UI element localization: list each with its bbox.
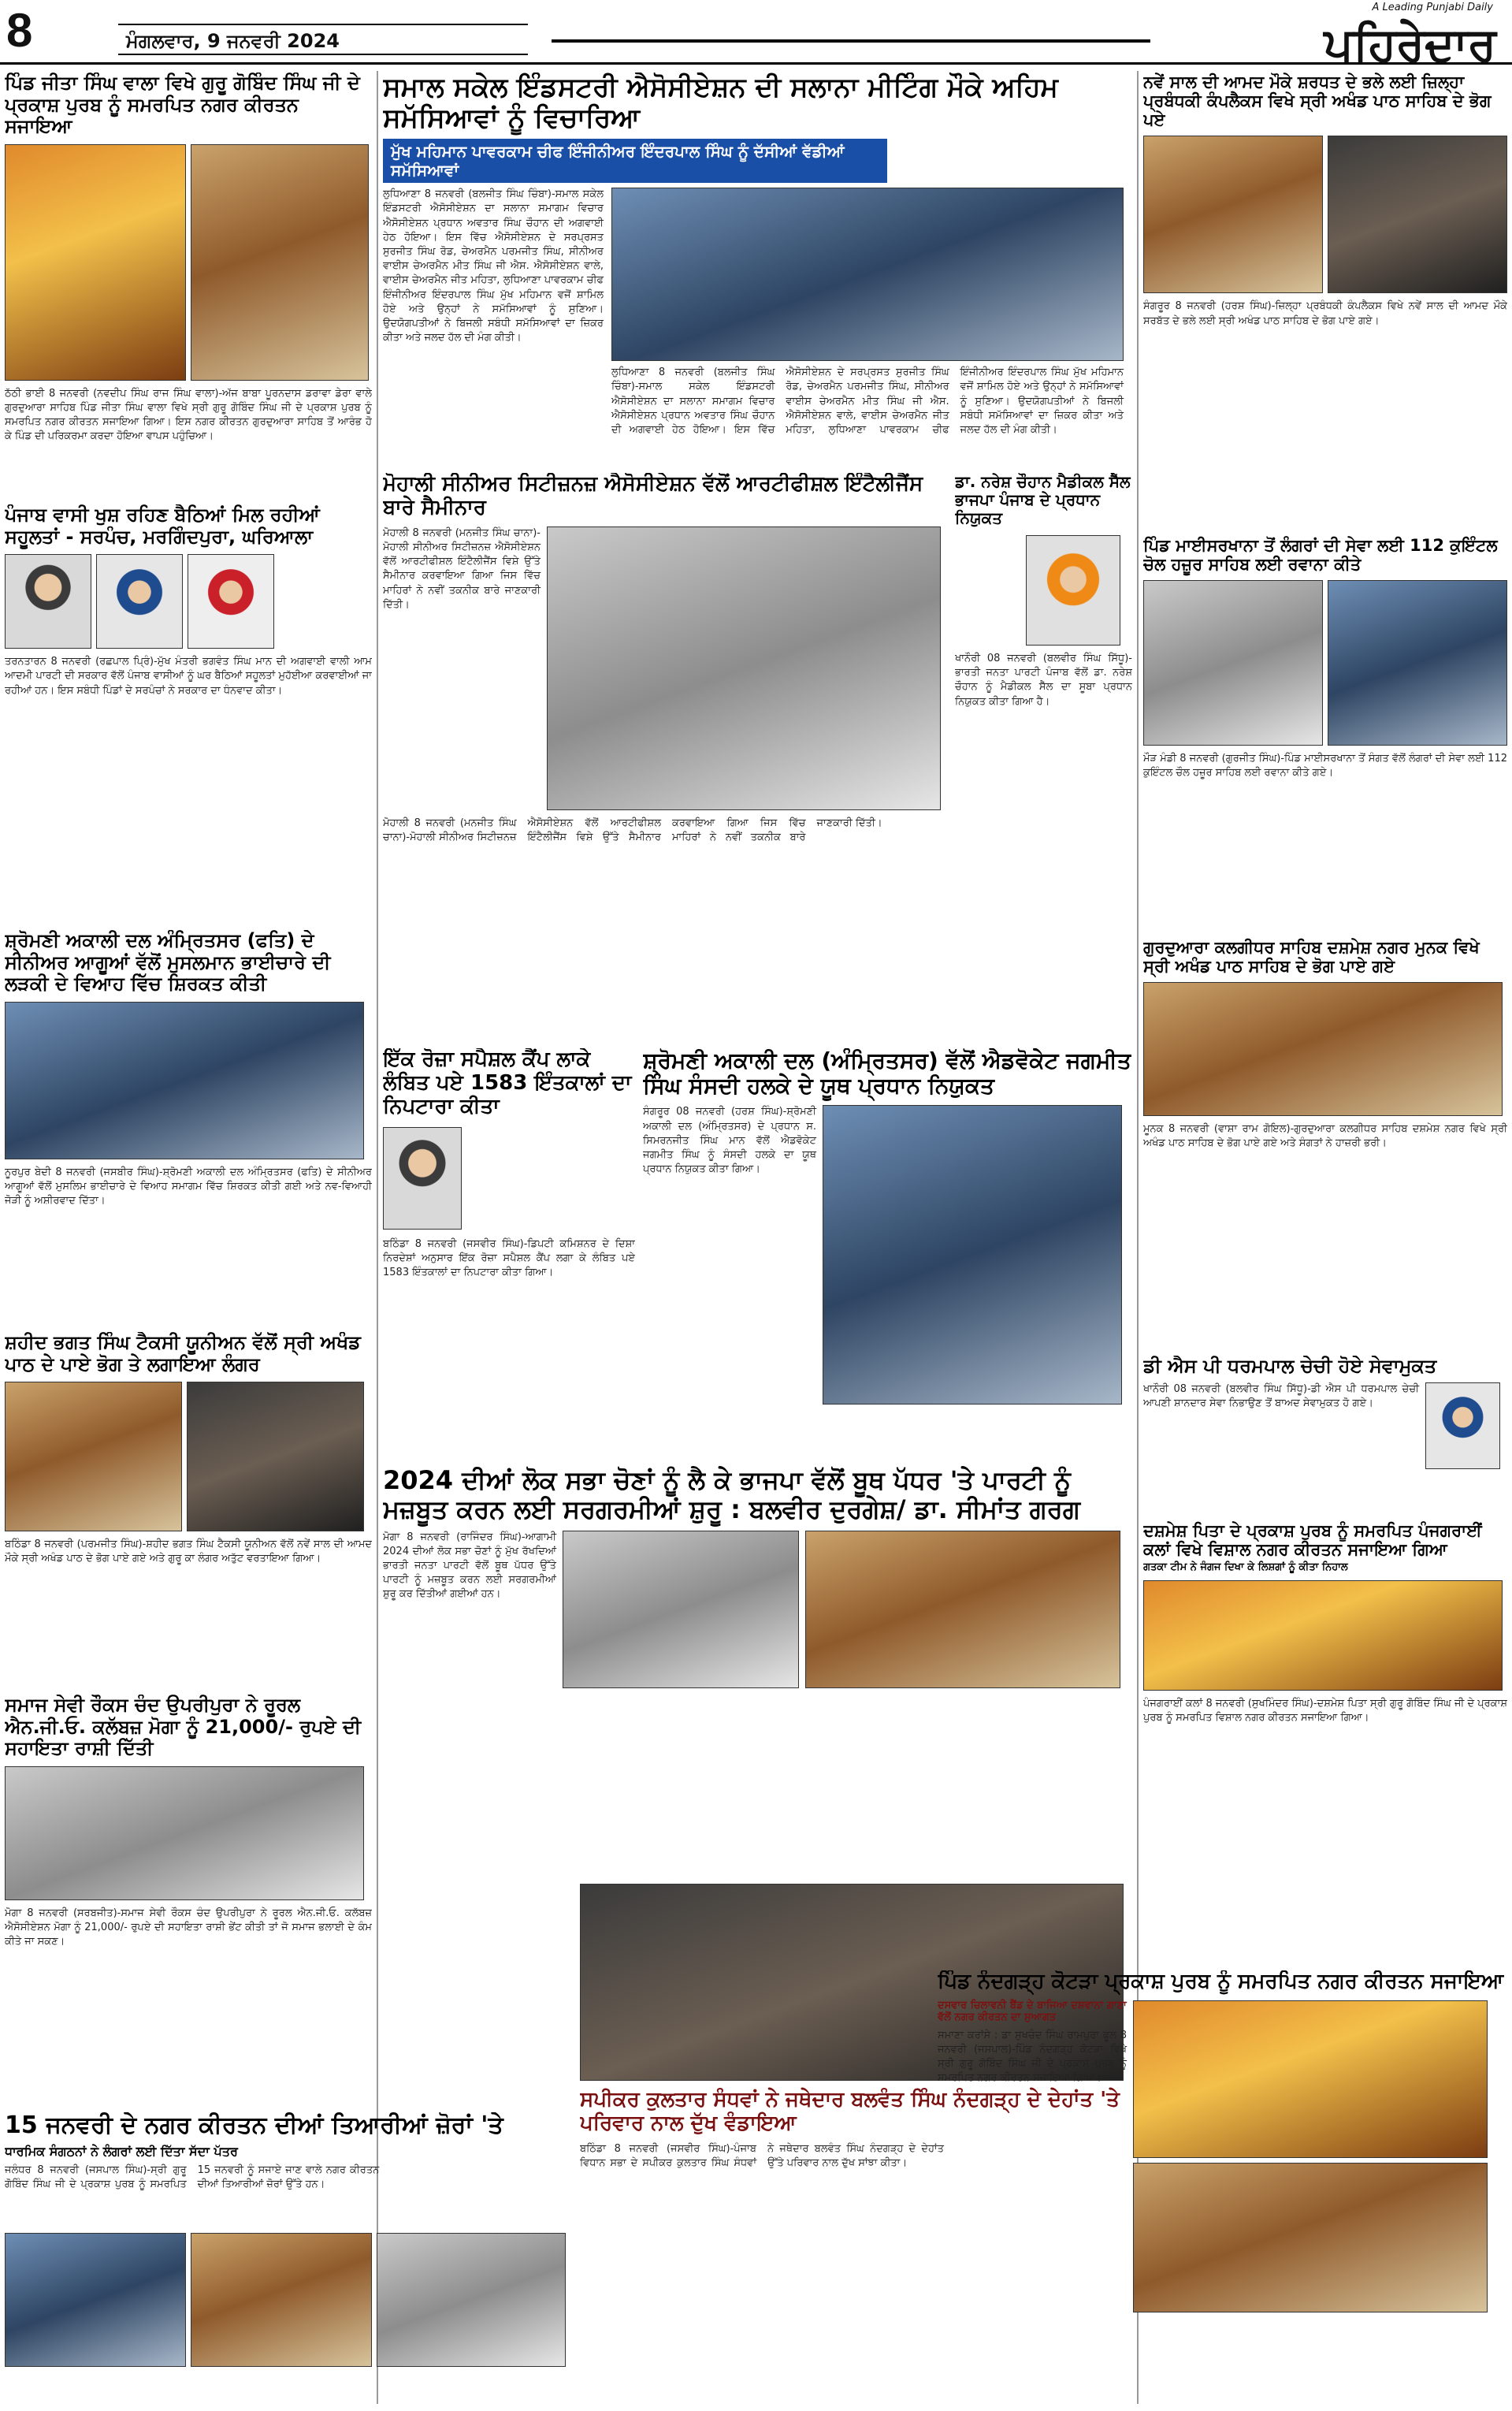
tagline: A Leading Punjabi Daily: [1372, 2, 1493, 13]
portrait-photo: [96, 554, 183, 649]
portrait-photo: [188, 554, 274, 649]
story-body: ਮੋਗਾ 8 ਜਨਵਰੀ (ਸਰਬਜੀਤ)-ਸਮਾਜ ਸੇਵੀ ਰੌਕਸ ਚੰਦ ਉਪਰੀਪੁਰਾ ਨੇ ਰੂਰਲ ਐਨ.ਜੀ.ਓ. ਕਲੱਬਜ਼ ਐਸੋਸੀਏਸ਼ਨ ਮੋਗਾ ਨੂੰ 21,000/- ਰੁਪਏ ਦੀ ਸਹਾਇਤਾ ਰਾਸ਼ੀ ਭੇਂਟ ਕੀਤੀ ਤਾਂ ਜੋ ਸਮਾਜ ਭਲਾਈ ਦੇ ਕੰਮ ਕੀਤੇ ਜਾ ਸਕਣ।: [5, 1907, 372, 1948]
procession-photo: [1143, 1580, 1503, 1691]
portrait-photo: [5, 554, 91, 649]
story-shaheed-bhagat: [5, 1332, 372, 1687]
story-body: ਮੂਨਕ 8 ਜਨਵਰੀ (ਵਾਸ਼ਾ ਰਾਮ ਗੋਇਲ)-ਗੁਰਦੁਆਰਾ ਕਲਗੀਧਰ ਸਾਹਿਬ ਦਸ਼ਮੇਸ਼ ਨਗਰ ਵਿਖੇ ਸ੍ਰੀ ਅਖੰਡ ਪਾਠ ਸਾਹਿਬ ਦੇ ਭੋਗ ਪਾਏ ਗਏ ਅਤੇ ਸੰਗਤਾਂ ਨੇ ਹਾਜ਼ਰੀ ਭਰੀ।: [1143, 1123, 1507, 1150]
ceremony-photo: [1328, 136, 1507, 293]
portrait-photo: [1026, 535, 1120, 646]
story-body: ਮੋਹਾਲੀ 8 ਜਨਵਰੀ (ਮਨਜੀਤ ਸਿੰਘ ਚਾਨਾ)-ਮੋਹਾਲੀ ਸੀਨੀਅਰ ਸਿਟੀਜ਼ਨਜ਼ ਐਸੋਸੀਏਸ਼ਨ ਵੱਲੋਂ ਆਰਟੀਫੀਸ਼ਲ ਇੰਟੈਲੀਜੈਂਸ ਵਿਸ਼ੇ ਉੱਤੇ ਸੈਮੀਨਾਰ ਕਰਵਾਇਆ ਗਿਆ ਜਿਸ ਵਿੱਚ ਮਾਹਿਰਾਂ ਨੇ ਨਵੀਂ ਤਕਨੀਕ ਬਾਰੇ ਜਾਣਕਾਰੀ ਦਿੱਤੀ।: [383, 526, 541, 611]
meeting-stage-photo: [611, 188, 1124, 361]
wedding-photo: [5, 1002, 364, 1159]
story-headline: ਦਸ਼ਮੇਸ਼ ਪਿਤਾ ਦੇ ਪ੍ਰਕਾਸ਼ ਪੁਰਬ ਨੂੰ ਸਮਰਪਿਤ ਪੰਜਗਰਾਈਂ ਕਲਾਂ ਵਿਖੇ ਵਿਸ਼ਾਲ ਨਗਰ ਕੀਰਤਨ ਸਜਾਇਆ ਗਿਆ: [1143, 1521, 1482, 1560]
story-subheadline: ਧਾਰਮਿਕ ਸੰਗਠਨਾਂ ਨੇ ਲੰਗਰਾਂ ਲਈ ਦਿੱਤਾ ਸੱਦਾ ਪੱਤਰ: [5, 2143, 238, 2159]
procession-photo: [1133, 2000, 1488, 2158]
story-body: ਪੰਜਗਰਾਈਂ ਕਲਾਂ 8 ਜਨਵਰੀ (ਸੁਖਮਿੰਦਰ ਸਿੰਘ)-ਦਸ਼ਮੇਸ਼ ਪਿਤਾ ਸ੍ਰੀ ਗੁਰੂ ਗੋਬਿੰਦ ਸਿੰਘ ਜੀ ਦੇ ਪ੍ਰਕਾਸ਼ ਪੁਰਬ ਨੂੰ ਸਮਰਪਿਤ ਵਿਸ਼ਾਲ ਨਗਰ ਕੀਰਤਨ ਸਜਾਇਆ ਗਿਆ।: [1143, 1698, 1507, 1725]
masthead: [0, 0, 1512, 71]
lead-headline: ਸਮਾਲ ਸਕੇਲ ਇੰਡਸਟਰੀ ਐਸੋਸੀਏਸ਼ਨ ਦੀ ਸਲਾਨਾ ਮੀਟਿੰਗ ਮੌਕੇ ਅਹਿਮ ਸਮੱਸਿਆਵਾਂ ਨੂੰ ਵਿਚਾਰਿਆ: [383, 73, 1058, 135]
story-headline: 15 ਜਨਵਰੀ ਦੇ ਨਗਰ ਕੀਰਤਨ ਦੀਆਂ ਤਿਆਰੀਆਂ ਜ਼ੋਰਾਂ 'ਤੇ: [5, 2112, 503, 2139]
gurdwara-photo: [1143, 982, 1503, 1116]
langar-photo: [187, 1382, 364, 1531]
story-senior-citizens: [383, 473, 950, 1040]
lead-body-continued: ਲੁਧਿਆਣਾ 8 ਜਨਵਰੀ (ਬਲਜੀਤ ਸਿੰਘ ਚਿੰਬਾ)-ਸਮਾਲ ਸਕੇਲ ਇੰਡਸਟਰੀ ਐਸੋਸੀਏਸ਼ਨ ਦਾ ਸਲਾਨਾ ਸਮਾਗਮ ਵਿਚਾਰ ਐਸੋਸੀਏਸ਼ਨ ਪ੍ਰਧਾਨ ਅਵਤਾਰ ਸਿੰਘ ਚੌਹਾਨ ਦੀ ਅਗਵਾਈ ਹੇਠ ਹੋਇਆ। ਇਸ ਵਿੱਚ ਐਸੋਸੀਏਸ਼ਨ ਦੇ ਸਰਪ੍ਰਸਤ ਸੁਰਜੀਤ ਸਿੰਘ ਰੋਡ, ਚੇਅਰਮੈਨ ਪਰਮਜੀਤ ਸਿੰਘ, ਸੀਨੀਅਰ ਵਾਈਸ ਚੇਅਰਮੈਨ ਮੀਤ ਸਿੰਘ ਜੀ ਐਸ. ਐਸੋਸੀਏਸ਼ਨ ਵਾਲੇ, ਵਾਈਸ ਚੇਅਰਮੈਨ ਜੀਤ ਮਹਿਤਾ, ਲੁਧਿਆਣਾ ਪਾਵਰਕਾਮ ਚੀਫ ਇੰਜੀਨੀਅਰ ਇੰਦਰਪਾਲ ਸਿੰਘ ਮੁੱਖ ਮਹਿਮਾਨ ਵਜੋਂ ਸ਼ਾਮਿਲ ਹੋਏ ਅਤੇ ਉਨ੍ਹਾਂ ਨੇ ਸਮੱਸਿਆਵਾਂ ਨੂੰ ਸੁਣਿਆ। ਉਦਯੋਗਪਤੀਆਂ ਨੇ ਬਿਜਲੀ ਸਬੰਧੀ ਸਮੱਸਿਆਵਾਂ ਦਾ ਜ਼ਿਕਰ ਕੀਤਾ ਅਤੇ ਜਲਦ ਹੱਲ ਦੀ ਮੰਗ ਕੀਤੀ।: [611, 366, 1124, 436]
story-kotra: [938, 1970, 1507, 2404]
rice-photo: [1143, 580, 1323, 746]
seminar-photo: [547, 526, 941, 810]
story-body: ਜਲੰਧਰ 8 ਜਨਵਰੀ (ਜਸਪਾਲ ਸਿੰਘ)-ਸ੍ਰੀ ਗੁਰੂ ਗੋਬਿੰਦ ਸਿੰਘ ਜੀ ਦੇ ਪ੍ਰਕਾਸ਼ ਪੁਰਬ ਨੂੰ ਸਮਰਪਿਤ 15 ਜਨਵਰੀ ਨੂੰ ਸਜਾਏ ਜਾਣ ਵਾਲੇ ਨਗਰ ਕੀਰਤਨ ਦੀਆਂ ਤਿਆਰੀਆਂ ਜ਼ੋਰਾਂ ਉੱਤੇ ਹਨ।: [5, 2164, 380, 2191]
meeting-photo: [377, 2233, 566, 2367]
story-headline: ਸ਼੍ਰੋਮਣੀ ਅਕਾਲੀ ਦਲ ਅੰਮ੍ਰਿਤਸਰ (ਫਤਿ) ਦੇ ਸੀਨੀਅਰ ਆਗੂਆਂ ਵੱਲੋਂ ਮੁਸਲਮਾਨ ਭਾਈਚਾਰੇ ਦੀ ਲੜਕੀ ਦੇ ਵਿਆਹ ਵਿੱਚ ਸ਼ਿਰਕਤ ਕੀਤੀ: [5, 930, 331, 995]
rice-photo: [1328, 580, 1507, 746]
meeting-photo: [191, 2233, 372, 2367]
lead-subheadline: ਮੁੱਖ ਮਹਿਮਾਨ ਪਾਵਰਕਾਮ ਚੀਫ ਇੰਜੀਨੀਅਰ ਇੰਦਰਪਾਲ ਸਿੰਘ ਨੂੰ ਦੱਸੀਆਂ ਵੱਡੀਆਂ ਸਮੱਸਿਆਵਾਂ: [383, 139, 887, 183]
procession-photo: [5, 144, 186, 381]
story-headline: ਸ਼੍ਰੋਮਣੀ ਅਕਾਲੀ ਦਲ (ਅੰਮ੍ਰਿਤਸਰ) ਵੱਲੋਂ ਐਡਵੋਕੇਟ ਜਗਮੀਤ ਸਿੰਘ ਸੰਸਦੀ ਹਲਕੇ ਦੇ ਯੂਥ ਪ੍ਰਧਾਨ ਨਿਯੁਕਤ: [643, 1048, 1131, 1099]
story-body-continued: ਮੋਹਾਲੀ 8 ਜਨਵਰੀ (ਮਨਜੀਤ ਸਿੰਘ ਚਾਨਾ)-ਮੋਹਾਲੀ ਸੀਨੀਅਰ ਸਿਟੀਜ਼ਨਜ਼ ਐਸੋਸੀਏਸ਼ਨ ਵੱਲੋਂ ਆਰਟੀਫੀਸ਼ਲ ਇੰਟੈਲੀਜੈਂਸ ਵਿਸ਼ੇ ਉੱਤੇ ਸੈਮੀਨਾਰ ਕਰਵਾਇਆ ਗਿਆ ਜਿਸ ਵਿੱਚ ਮਾਹਿਰਾਂ ਨੇ ਨਵੀਂ ਤਕਨੀਕ ਬਾਰੇ ਜਾਣਕਾਰੀ ਦਿੱਤੀ।: [383, 817, 882, 843]
story-kalgidhar: [1143, 938, 1507, 1348]
story-headline: ਡੀ ਐਸ ਪੀ ਧਰਮਪਾਲ ਚੇਚੀ ਹੋਏ ਸੇਵਾਮੁਕਤ: [1143, 1356, 1437, 1377]
story-shiromani-muslim: [5, 930, 372, 1324]
story-body: ਤਰਨਤਾਰਨ 8 ਜਨਵਰੀ (ਰਛਪਾਲ ਪ੍ਰਿੰ)-ਮੁੱਖ ਮੰਤਰੀ ਭਗਵੰਤ ਸਿੰਘ ਮਾਨ ਦੀ ਅਗਵਾਈ ਵਾਲੀ ਆਮ ਆਦਮੀ ਪਾਰਟੀ ਦੀ ਸਰਕਾਰ ਵੱਲੋਂ ਪੰਜਾਬ ਵਾਸੀਆਂ ਨੂੰ ਘਰ ਬੈਠਿਆਂ ਸਹੂਲਤਾਂ ਮੁਹੱਈਆ ਕਰਵਾਈਆਂ ਜਾ ਰਹੀਆਂ ਹਨ। ਇਸ ਸਬੰਧੀ ਪਿੰਡਾਂ ਦੇ ਸਰਪੰਚਾਂ ਨੇ ਸਰਕਾਰ ਦਾ ਧੰਨਵਾਦ ਕੀਤਾ।: [5, 656, 372, 697]
story-body: ਮੌੜ ਮੰਡੀ 8 ਜਨਵਰੀ (ਗੁਰਜੀਤ ਸਿੰਘ)-ਪਿੰਡ ਮਾਈਸਰਖਾਨਾ ਤੋਂ ਸੰਗਤ ਵੱਲੋਂ ਲੰਗਰਾਂ ਦੀ ਸੇਵਾ ਲਈ 112 ਕੁਇੰਟਲ ਚੌਲ ਹਜ਼ੂਰ ਸਾਹਿਬ ਲਈ ਰਵਾਨਾ ਕੀਤੇ ਗਏ।: [1143, 753, 1507, 779]
story-headline: ਨਵੇਂ ਸਾਲ ਦੀ ਆਮਦ ਮੌਕੇ ਸ਼ਰਧਤ ਦੇ ਭਲੇ ਲਈ ਜ਼ਿਲ੍ਹਾ ਪ੍ਰਬੰਧਕੀ ਕੰਪਲੈਕਸ ਵਿਖੇ ਸ੍ਰੀ ਅਖੰਡ ਪਾਠ ਸਾਹਿਬ ਦੇ ਭੋਗ ਪਏ: [1143, 73, 1492, 130]
story-body: ਬਠਿੰਡਾ 8 ਜਨਵਰੀ (ਜਸਵੀਰ ਸਿੰਘ)-ਡਿਪਟੀ ਕਮਿਸ਼ਨਰ ਦੇ ਦਿਸ਼ਾ ਨਿਰਦੇਸ਼ਾਂ ਅਨੁਸਾਰ ਇੱਕ ਰੋਜ਼ਾ ਸਪੈਸ਼ਲ ਕੈਂਪ ਲਗਾ ਕੇ ਲੰਬਿਤ ਪਏ 1583 ਇੰਤਕਾਲਾਂ ਦਾ ਨਿਪਟਾਰਾ ਕੀਤਾ ਗਿਆ।: [383, 1237, 635, 1279]
story-headline: ਪਿੰਡ ਮਾਈਸਰਖਾਨਾ ਤੋਂ ਲੰਗਰਾਂ ਦੀ ਸੇਵਾ ਲਈ 112 ਕੁਇੰਟਲ ਚੋਲ ਹਜ਼ੂਰ ਸਾਹਿਬ ਲਈ ਰਵਾਨਾ ਕੀਤੇ: [1143, 536, 1498, 575]
procession-photo: [1133, 2163, 1488, 2312]
story-lok-sabha: [383, 1466, 1131, 1876]
column-rule: [377, 71, 378, 2404]
story-body: ਮੋਗਾ 8 ਜਨਵਰੀ (ਰਾਜਿੰਦਰ ਸਿੰਘ)-ਆਗਾਮੀ 2024 ਦੀਆਂ ਲੋਕ ਸਭਾ ਚੋਣਾਂ ਨੂੰ ਮੁੱਖ ਰੱਖਦਿਆਂ ਭਾਰਤੀ ਜਨਤਾ ਪਾਰਟੀ ਵੱਲੋਂ ਬੂਥ ਪੱਧਰ ਉੱਤੇ ਪਾਰਟੀ ਨੂੰ ਮਜ਼ਬੂਤ ਕਰਨ ਲਈ ਸਰਗਰਮੀਆਂ ਸ਼ੁਰੂ ਕਰ ਦਿੱਤੀਆਂ ਗਈਆਂ ਹਨ।: [383, 1531, 556, 1601]
appointment-photo: [823, 1105, 1122, 1405]
story-dsp: [1143, 1356, 1507, 1513]
story-youth-president: [643, 1048, 1131, 1458]
story-subheadline: ਗਤਕਾ ਟੀਮ ਨੇ ਜੰਗਜ ਦਿਖਾ ਕੇ ਲਿਸ਼ਗਾਂ ਨੂੰ ਕੀਤਾ ਨਿਹਾਲ: [1143, 1561, 1348, 1574]
meeting-photo: [5, 2233, 186, 2367]
story-nagar-kirtan-15: [5, 2112, 572, 2404]
procession-photo: [191, 144, 369, 381]
story-body: ਠੱਠੀ ਭਾਈ 8 ਜਨਵਰੀ (ਨਵਦੀਪ ਸਿੰਘ ਰਾਜ ਸਿੰਘ ਵਾਲਾ)-ਅੱਜ ਬਾਬਾ ਪੂਰਨਦਾਸ ਡਰਾਵਾ ਡੇਰਾ ਵਾਲੇ ਗੁਰਦੁਆਰਾ ਸਾਹਿਬ ਪਿੰਡ ਜੀਤਾ ਸਿੰਘ ਵਾਲਾ ਵਿਖੇ ਸ੍ਰੀ ਗੁਰੂ ਗੋਬਿੰਦ ਸਿੰਘ ਜੀ ਦੇ ਪ੍ਰਕਾਸ਼ ਪੁਰਬ ਨੂੰ ਸਮਰਪਿਤ ਨਗਰ ਕੀਰਤਨ ਸਜਾਇਆ ਗਿਆ। ਇਸ ਨਗਰ ਕੀਰਤਨ ਗੁਰਦੁਆਰਾ ਸਾਹਿਬ ਤੋਂ ਆਰੰਭ ਹੋ ਕੇ ਪਿੰਡ ਦੀ ਪਰਿਕਰਮਾ ਕਰਦਾ ਹੋਇਆ ਵਾਪਸ ਪਹੁੰਚਿਆ।: [5, 387, 372, 443]
portrait-photo: [1425, 1382, 1500, 1469]
story-body: ਨੂਰਪੁਰ ਬੇਦੀ 8 ਜਨਵਰੀ (ਜਸਬੀਰ ਸਿੰਘ)-ਸ਼੍ਰੋਮਣੀ ਅਕਾਲੀ ਦਲ ਅੰਮ੍ਰਿਤਸਰ (ਫਤਿ) ਦੇ ਸੀਨੀਅਰ ਆਗੂਆਂ ਵੱਲੋਂ ਮੁਸਲਿਮ ਭਾਈਚਾਰੇ ਦੇ ਵਿਆਹ ਸਮਾਗਮ ਵਿੱਚ ਸ਼ਿਰਕਤ ਕੀਤੀ ਗਈ ਅਤੇ ਨਵ-ਵਿਆਹੀ ਜੋੜੀ ਨੂੰ ਅਸ਼ੀਰਵਾਦ ਦਿੱਤਾ।: [5, 1166, 372, 1207]
story-body: ਸੰਗਰੂਰ 08 ਜਨਵਰੀ (ਹਰਸ਼ ਸਿੰਘ)-ਸ਼੍ਰੋਮਣੀ ਅਕਾਲੀ ਦਲ (ਅੰਮ੍ਰਿਤਸਰ) ਦੇ ਪ੍ਰਧਾਨ ਸ. ਸਿਮਰਨਜੀਤ ਸਿੰਘ ਮਾਨ ਵੱਲੋਂ ਐਡਵੋਕੇਟ ਜਗਮੀਤ ਸਿੰਘ ਨੂੰ ਸੰਸਦੀ ਹਲਕੇ ਦਾ ਯੂਥ ਪ੍ਰਧਾਨ ਨਿਯੁਕਤ ਕੀਤਾ ਗਿਆ।: [643, 1106, 816, 1176]
story-headline: ਪਿੰਡ ਨੰਦਗੜ੍ਹ ਕੋਟੜਾ ਪ੍ਰਕਾਸ਼ ਪੁਰਬ ਨੂੰ ਸਮਰਪਿਤ ਨਗਰ ਕੀਰਤਨ ਸਜਾਇਆ: [938, 1970, 1504, 1993]
masthead-rule: [552, 39, 1150, 43]
story-headline: ਸਪੀਕਰ ਕੁਲਤਾਰ ਸੰਧਵਾਂ ਨੇ ਜਥੇਦਾਰ ਬਲਵੰਤ ਸਿੰਘ ਨੰਦਗੜ੍ਹ ਦੇ ਦੇਹਾਂਤ 'ਤੇ ਪਰਿਵਾਰ ਨਾਲ ਦੁੱਖ ਵੰਡਾਇਆ: [580, 2088, 1120, 2135]
story-samaj-sevi: [5, 1695, 372, 2104]
story-body: ਬਠਿੰਡਾ 8 ਜਨਵਰੀ (ਜਸਵੀਰ ਸਿੰਘ)-ਪੰਜਾਬ ਵਿਧਾਨ ਸਭਾ ਦੇ ਸਪੀਕਰ ਕੁਲਤਾਰ ਸਿੰਘ ਸੰਧਵਾਂ ਨੇ ਜਥੇਦਾਰ ਬਲਵੰਤ ਸਿੰਘ ਨੰਦਗੜ੍ਹ ਦੇ ਦੇਹਾਂਤ ਉੱਤੇ ਪਰਿਵਾਰ ਨਾਲ ਦੁੱਖ ਸਾਂਝਾ ਕੀਤਾ।: [580, 2142, 944, 2169]
story-akhand-path-district: [1143, 73, 1507, 530]
story-headline: ਗੁਰਦੁਆਰਾ ਕਲਗੀਧਰ ਸਾਹਿਬ ਦਸ਼ਮੇਸ਼ ਨਗਰ ਮੁਨਕ ਵਿਖੇ ਸ੍ਰੀ ਅਖੰਡ ਪਾਠ ਸਾਹਿਬ ਦੇ ਭੋਗ ਪਾਏ ਗਏ: [1143, 938, 1480, 977]
story-headline: ਇੱਕ ਰੋਜ਼ਾ ਸਪੈਸ਼ਲ ਕੈਂਪ ਲਾਕੇ ਲੰਬਿਤ ਪਏ 1583 ਇੰਤਕਾਲਾਂ ਦਾ ਨਿਪਟਾਰਾ ਕੀਤਾ: [383, 1048, 632, 1118]
story-headline: ਪਿੰਡ ਜੀਤਾ ਸਿੰਘ ਵਾਲਾ ਵਿਖੇ ਗੁਰੂ ਗੋਬਿੰਦ ਸਿੰਘ ਜੀ ਦੇ ਪ੍ਰਕਾਸ਼ ਪੁਰਬ ਨੂੰ ਸਮਰਪਿਤ ਨਗਰ ਕੀਰਤਨ ਸਜਾਇਆ: [5, 73, 360, 138]
story-body: ਖਾਨੌਰੀ 08 ਜਨਵਰੀ (ਬਲਵੀਰ ਸਿੰਘ ਸਿੱਧੂ)-ਭਾਰਤੀ ਜਨਤਾ ਪਾਰਟੀ ਪੰਜਾਬ ਵੱਲੋਂ ਡਾ. ਨਰੇਸ਼ ਚੌਹਾਨ ਨੂੰ ਮੈਡੀਕਲ ਸੈੱਲ ਦਾ ਸੂਬਾ ਪ੍ਰਧਾਨ ਨਿਯੁਕਤ ਕੀਤਾ ਗਿਆ ਹੈ।: [955, 653, 1132, 708]
story-body: ਬਠਿੰਡਾ 8 ਜਨਵਰੀ (ਪਰਮਜੀਤ ਸਿੰਘ)-ਸ਼ਹੀਦ ਭਗਤ ਸਿੰਘ ਟੈਕਸੀ ਯੂਨੀਅਨ ਵੱਲੋਂ ਨਵੇਂ ਸਾਲ ਦੀ ਆਮਦ ਮੌਕੇ ਸ੍ਰੀ ਅਖੰਡ ਪਾਠ ਦੇ ਭੋਗ ਪਾਏ ਗਏ ਅਤੇ ਗੁਰੂ ਕਾ ਲੰਗਰ ਅਤੁੱਟ ਵਰਤਾਇਆ ਗਿਆ।: [5, 1539, 372, 1565]
lead-story: [383, 73, 1131, 467]
page-number: 8: [6, 4, 33, 57]
story-headline: ਸ਼ਹੀਦ ਭਗਤ ਸਿੰਘ ਟੈਕਸੀ ਯੂਨੀਅਨ ਵੱਲੋਂ ਸ੍ਰੀ ਅਖੰਡ ਪਾਠ ਦੇ ਪਾਏ ਭੋਗ ਤੇ ਲਗਾਇਆ ਲੰਗਰ: [5, 1332, 361, 1375]
dateline: ਮੰਗਲਵਾਰ, 9 ਜਨਵਰੀ 2024: [126, 30, 340, 52]
story-headline: ਡਾ. ਨਰੇਸ਼ ਚੌਹਾਨ ਮੈਡੀਕਲ ਸੈੱਲ ਭਾਜਪਾ ਪੰਜਾਬ ਦੇ ਪ੍ਰਧਾਨ ਨਿਯੁਕਤ: [955, 473, 1131, 527]
story-headline: ਮੋਹਾਲੀ ਸੀਨੀਅਰ ਸਿਟੀਜ਼ਨਜ਼ ਐਸੋਸੀਏਸ਼ਨ ਵੱਲੋਂ ਆਰਟੀਫੀਸ਼ਲ ਇੰਟੈਲੀਜੈਂਸ ਬਾਰੇ ਸੈਮੀਨਾਰ: [383, 473, 923, 519]
story-body: ਸੰਗਰੂਰ 8 ਜਨਵਰੀ (ਹਰਸ਼ ਸਿੰਘ)-ਜ਼ਿਲ੍ਹਾ ਪ੍ਰਬੰਧਕੀ ਕੰਪਲੈਕਸ ਵਿਖੇ ਨਵੇਂ ਸਾਲ ਦੀ ਆਮਦ ਮੌਕੇ ਸਰਬੱਤ ਦੇ ਭਲੇ ਲਈ ਸ੍ਰੀ ਅਖੰਡ ਪਾਠ ਸਾਹਿਬ ਦੇ ਭੋਗ ਪਾਏ ਗਏ।: [1143, 300, 1507, 327]
story-naresh-chauhan: [955, 473, 1132, 1040]
portrait-photo: [383, 1127, 462, 1230]
donation-photo: [5, 1766, 364, 1900]
langar-photo: [5, 1382, 182, 1531]
story-subheadline: ਦਸਵਾਰ ਚਿਲਾਵਨੀ ਬੈਂਡ ਦੇ ਬਾਜਿਆ ਦਸ਼ਵਾਨਾ ਗਾਣਾ ਵੱਲੋਂ ਨਗਰ ਕੀਰਤਨ ਦਾ ਸੁਆਗਤ: [938, 1999, 1127, 2023]
ceremony-photo: [1143, 136, 1323, 293]
party-meeting-photo: [563, 1531, 799, 1688]
story-headline: ਸਮਾਜ ਸੇਵੀ ਰੌਕਸ ਚੰਦ ਉਪਰੀਪੁਰਾ ਨੇ ਰੂਰਲ ਐਨ.ਜੀ.ਓ. ਕਲੱਬਜ਼ ਮੋਗਾ ਨੂੰ 21,000/- ਰੁਪਏ ਦੀ ਸਹਾਇਤਾ ਰਾਸ਼ੀ ਦਿੱਤੀ: [5, 1695, 362, 1760]
story-dashmesh-pita: [1143, 1521, 1507, 1915]
story-special-camp: [383, 1048, 635, 1458]
story-guru-gobind: [5, 73, 372, 498]
story-body: ਸਮਾਣਾ ਕਰਾਂਸੇ : ਡਾ ਸੁਖਚੰਦ ਸਿੰਘ ਰਾਮਪੁਰਾ ਫੂਲ 8 ਜਨਵਰੀ (ਜਸਪਾਲ)-ਪਿੰਡ ਨੰਦਗੜ੍ਹ ਕੋਟੜਾ ਵਿਖੇ ਸ੍ਰੀ ਗੁਰੂ ਗੋਬਿੰਦ ਸਿੰਘ ਜੀ ਦੇ ਪ੍ਰਕਾਸ਼ ਪੁਰਬ ਨੂੰ ਸਮਰਪਿਤ ਨਗਰ ਕੀਰਤਨ ਸਜਾਇਆ ਗਿਆ।: [938, 2029, 1127, 2085]
story-body: ਖਾਨੌਰੀ 08 ਜਨਵਰੀ (ਬਲਵੀਰ ਸਿੰਘ ਸਿੱਧੂ)-ਡੀ ਐਸ ਪੀ ਧਰਮਪਾਲ ਚੇਚੀ ਆਪਣੀ ਸ਼ਾਨਦਾਰ ਸੇਵਾ ਨਿਭਾਉਣ ਤੋਂ ਬਾਅਦ ਸੇਵਾਮੁਕਤ ਹੋ ਗਏ।: [1143, 1382, 1419, 1409]
story-punjab-vasi: [5, 504, 372, 922]
party-meeting-photo: [805, 1531, 1120, 1688]
newspaper-name: ਪਹਿਰੇਦਾਰ: [1324, 17, 1496, 71]
story-headline: ਪੰਜਾਬ ਵਾਸੀ ਖੁਸ਼ ਰਹਿਣ ਬੈਠਿਆਂ ਮਿਲ ਰਹੀਆਂ ਸਹੂਲਤਾਂ - ਸਰਪੰਚ, ਮਰਗਿੰਦਪੁਰਾ, ਘਰਿਆਲਾ: [5, 504, 320, 548]
story-headline: 2024 ਦੀਆਂ ਲੋਕ ਸਭਾ ਚੋਣਾਂ ਨੂੰ ਲੈ ਕੇ ਭਾਜਪਾ ਵੱਲੋਂ ਬੂਥ ਪੱਧਰ 'ਤੇ ਪਾਰਟੀ ਨੂੰ ਮਜ਼ਬੂਤ ਕਰਨ ਲਈ ਸਰਗਰਮੀਆਂ ਸ਼ੁਰੂ : ਬਲਵੀਰ ਦੁਰਗੇਸ਼/ ਡਾ. ਸੀਮਾਂਤ ਗਰਗ: [383, 1466, 1081, 1524]
lead-body: ਲੁਧਿਆਣਾ 8 ਜਨਵਰੀ (ਬਲਜੀਤ ਸਿੰਘ ਚਿੰਬਾ)-ਸਮਾਲ ਸਕੇਲ ਇੰਡਸਟਰੀ ਐਸੋਸੀਏਸ਼ਨ ਦਾ ਸਲਾਨਾ ਸਮਾਗਮ ਵਿਚਾਰ ਐਸੋਸੀਏਸ਼ਨ ਪ੍ਰਧਾਨ ਅਵਤਾਰ ਸਿੰਘ ਚੌਹਾਨ ਦੀ ਅਗਵਾਈ ਹੇਠ ਹੋਇਆ। ਇਸ ਵਿੱਚ ਐਸੋਸੀਏਸ਼ਨ ਦੇ ਸਰਪ੍ਰਸਤ ਸੁਰਜੀਤ ਸਿੰਘ ਰੋਡ, ਚੇਅਰਮੈਨ ਪਰਮਜੀਤ ਸਿੰਘ, ਸੀਨੀਅਰ ਵਾਈਸ ਚੇਅਰਮੈਨ ਮੀਤ ਸਿੰਘ ਜੀ ਐਸ. ਐਸੋਸੀਏਸ਼ਨ ਵਾਲੇ, ਵਾਈਸ ਚੇਅਰਮੈਨ ਜੀਤ ਮਹਿਤਾ, ਲੁਧਿਆਣਾ ਪਾਵਰਕਾਮ ਚੀਫ ਇੰਜੀਨੀਅਰ ਇੰਦਰਪਾਲ ਸਿੰਘ ਮੁੱਖ ਮਹਿਮਾਨ ਵਜੋਂ ਸ਼ਾਮਿਲ ਹੋਏ ਅਤੇ ਉਨ੍ਹਾਂ ਨੇ ਸਮੱਸਿਆਵਾਂ ਨੂੰ ਸੁਣਿਆ। ਉਦਯੋਗਪਤੀਆਂ ਨੇ ਬਿਜਲੀ ਸਬੰਧੀ ਸਮੱਸਿਆਵਾਂ ਦਾ ਜ਼ਿਕਰ ਕੀਤਾ ਅਤੇ ਜਲਦ ਹੱਲ ਦੀ ਮੰਗ ਕੀਤੀ।: [383, 188, 604, 344]
